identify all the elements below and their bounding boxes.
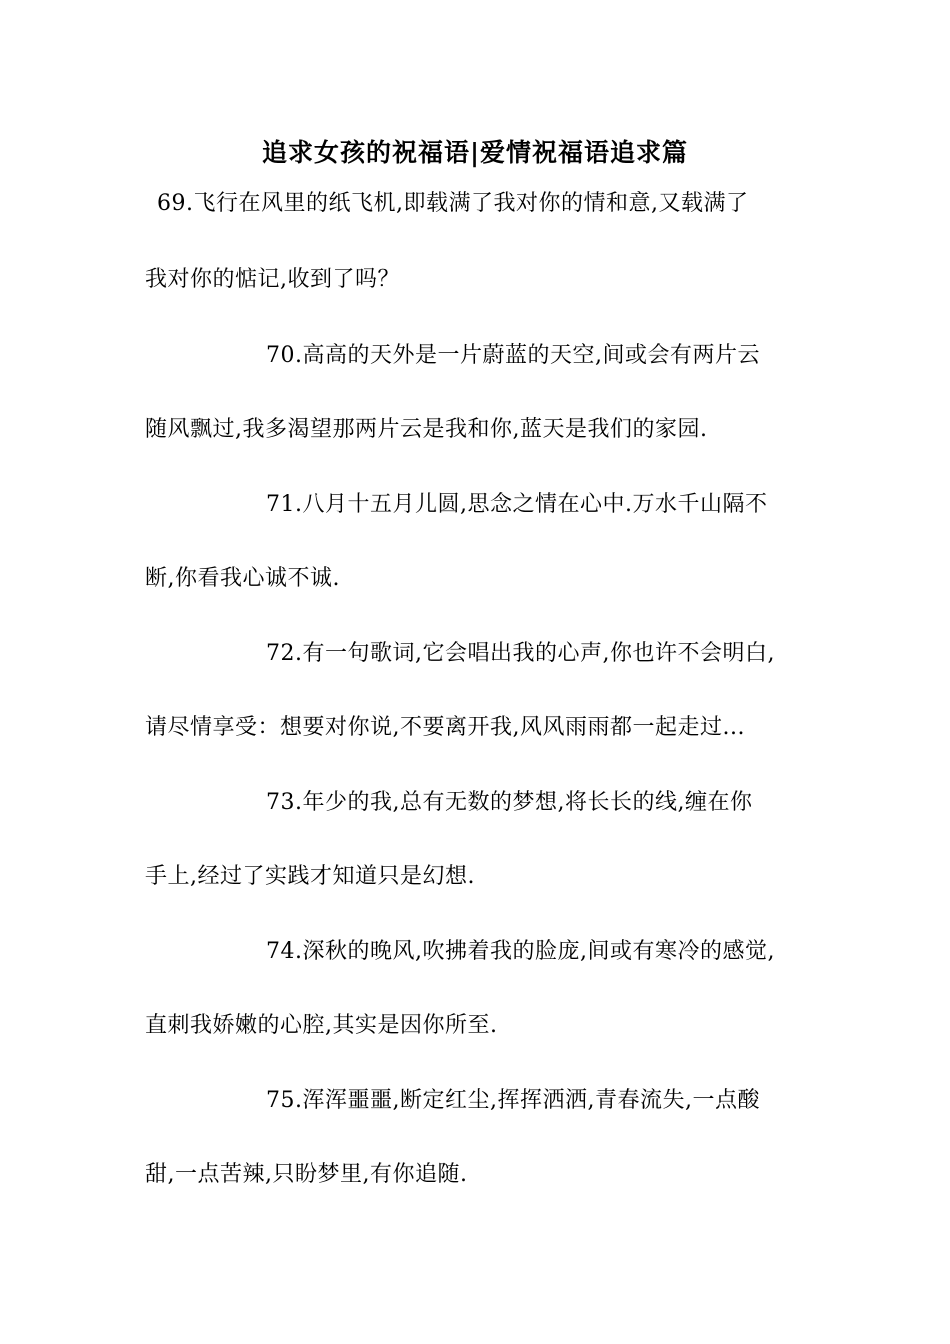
paragraph-line: 72.有一句歌词,它会唱出我的心声,你也许不会明白, xyxy=(266,641,775,666)
paragraph-line: 请尽情享受：想要对你说,不要离开我,风风雨雨都一起走过... xyxy=(145,715,745,740)
paragraph-line: 直刺我娇嫩的心腔,其实是因你所至. xyxy=(145,1013,498,1038)
paragraph-line: 73.年少的我,总有无数的梦想,将长长的线,缠在你 xyxy=(266,790,753,815)
paragraph-line: 手上,经过了实践才知道只是幻想. xyxy=(145,864,475,889)
paragraph-line: 甜,一点苦辣,只盼梦里,有你追随. xyxy=(145,1162,468,1187)
paragraph-line: 71.八月十五月儿圆,思念之情在心中.万水千山隔不 xyxy=(266,492,768,517)
paragraph-line: 断,你看我心诚不诚. xyxy=(145,566,340,591)
paragraph-line: 我对你的惦记,收到了吗？ xyxy=(145,267,400,292)
paragraph-line: 70.高高的天外是一片蔚蓝的天空,间或会有两片云 xyxy=(266,343,760,368)
document-title: 追求女孩的祝福语|爱情祝福语追求篇 xyxy=(261,138,689,167)
paragraph-line: 69.飞行在风里的纸飞机,即载满了我对你的情和意,又载满了 xyxy=(157,191,749,216)
paragraph-line: 随风飘过,我多渴望那两片云是我和你,蓝天是我们的家园. xyxy=(145,417,708,442)
paragraph-line: 74.深秋的晚风,吹拂着我的脸庞,间或有寒冷的感觉, xyxy=(266,939,775,964)
paragraph-line: 75.浑浑噩噩,断定红尘,挥挥洒洒,青春流失,一点酸 xyxy=(266,1088,760,1113)
